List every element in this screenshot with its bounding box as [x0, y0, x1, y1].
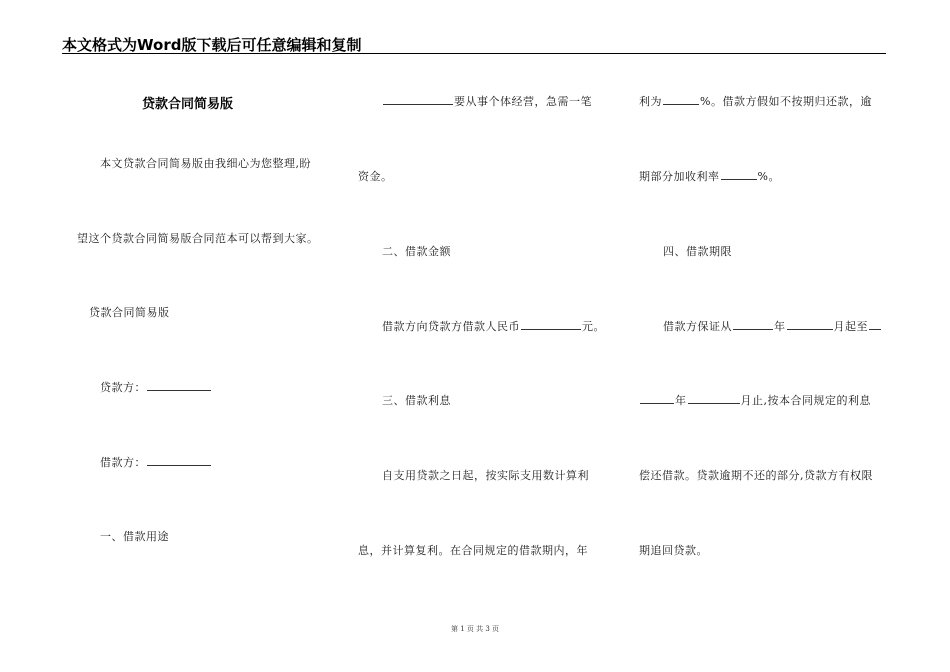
overdue-line: [639, 168, 780, 184]
lender-label: 贷款方：: [100, 381, 146, 394]
overdue-blank: [721, 168, 757, 180]
amount-blank: [521, 318, 581, 330]
term2-year-blank: [640, 392, 674, 404]
amount-post: 元。: [582, 320, 605, 333]
purpose-blank: [383, 93, 453, 105]
rate-pre: 利为: [639, 95, 662, 108]
amount-pre: 借款方向贷款方借款人民币: [382, 320, 520, 333]
purpose-line-2: 资金。: [358, 170, 393, 183]
overdue-post: %。: [757, 170, 780, 183]
section-term-heading: 四、借款期限: [663, 245, 732, 258]
rate-blank: [663, 93, 699, 105]
intro-line-1: 本文贷款合同简易版由我细心为您整理,盼: [100, 157, 311, 170]
section-purpose-heading: 一、借款用途: [100, 530, 169, 543]
purpose-text: 要从事个体经营，急需一笔: [454, 95, 592, 108]
lender-blank: [147, 379, 211, 391]
term2-year: 年: [675, 394, 687, 407]
term-month-blank: [787, 318, 833, 330]
term-line-1: [663, 318, 882, 334]
borrower-label: 借款方：: [100, 456, 146, 469]
overdue-pre: 期部分加收利率: [639, 170, 720, 183]
term-line-2: [639, 392, 871, 408]
borrower-line: [100, 454, 212, 470]
term-pre: 借款方保证从: [663, 320, 732, 333]
document-title: 贷款合同简易版: [142, 97, 234, 112]
term-end-blank: [869, 318, 881, 330]
term-month-from: 月起至: [833, 320, 868, 333]
lender-line: [100, 379, 212, 395]
header-divider: [62, 53, 886, 54]
interest-line-1: 自支用贷款之日起，按实际支用数计算利: [382, 469, 589, 482]
intro-line-2: 望这个贷款合同简易版合同范本可以帮到大家。: [77, 232, 319, 245]
term-year: 年: [774, 320, 786, 333]
term-year-blank: [733, 318, 773, 330]
contract-subtitle: 贷款合同简易版: [89, 306, 170, 319]
borrower-blank: [147, 454, 211, 466]
document-header-title: 本文格式为Word版下载后可任意编辑和复制: [62, 36, 362, 54]
rate-line: [639, 93, 872, 109]
amount-line: [382, 318, 605, 334]
term2-month-blank: [688, 392, 740, 404]
page-footer: 第 1 页 共 3 页: [450, 625, 500, 633]
section-amount-heading: 二、借款金额: [382, 245, 451, 258]
purpose-line-1: [382, 93, 592, 109]
interest-line-2: 息，并计算复利。在合同规定的借款期内，年: [358, 544, 588, 557]
term2-post: 月止,按本合同规定的利息: [740, 394, 871, 407]
repay-line-2: 期追回贷款。: [639, 544, 708, 557]
rate-post: %。借款方假如不按期归还款，逾: [700, 95, 872, 108]
repay-line-1: 偿还借款。贷款逾期不还的部分,贷款方有权限: [639, 469, 873, 482]
section-interest-heading: 三、借款利息: [382, 394, 451, 407]
